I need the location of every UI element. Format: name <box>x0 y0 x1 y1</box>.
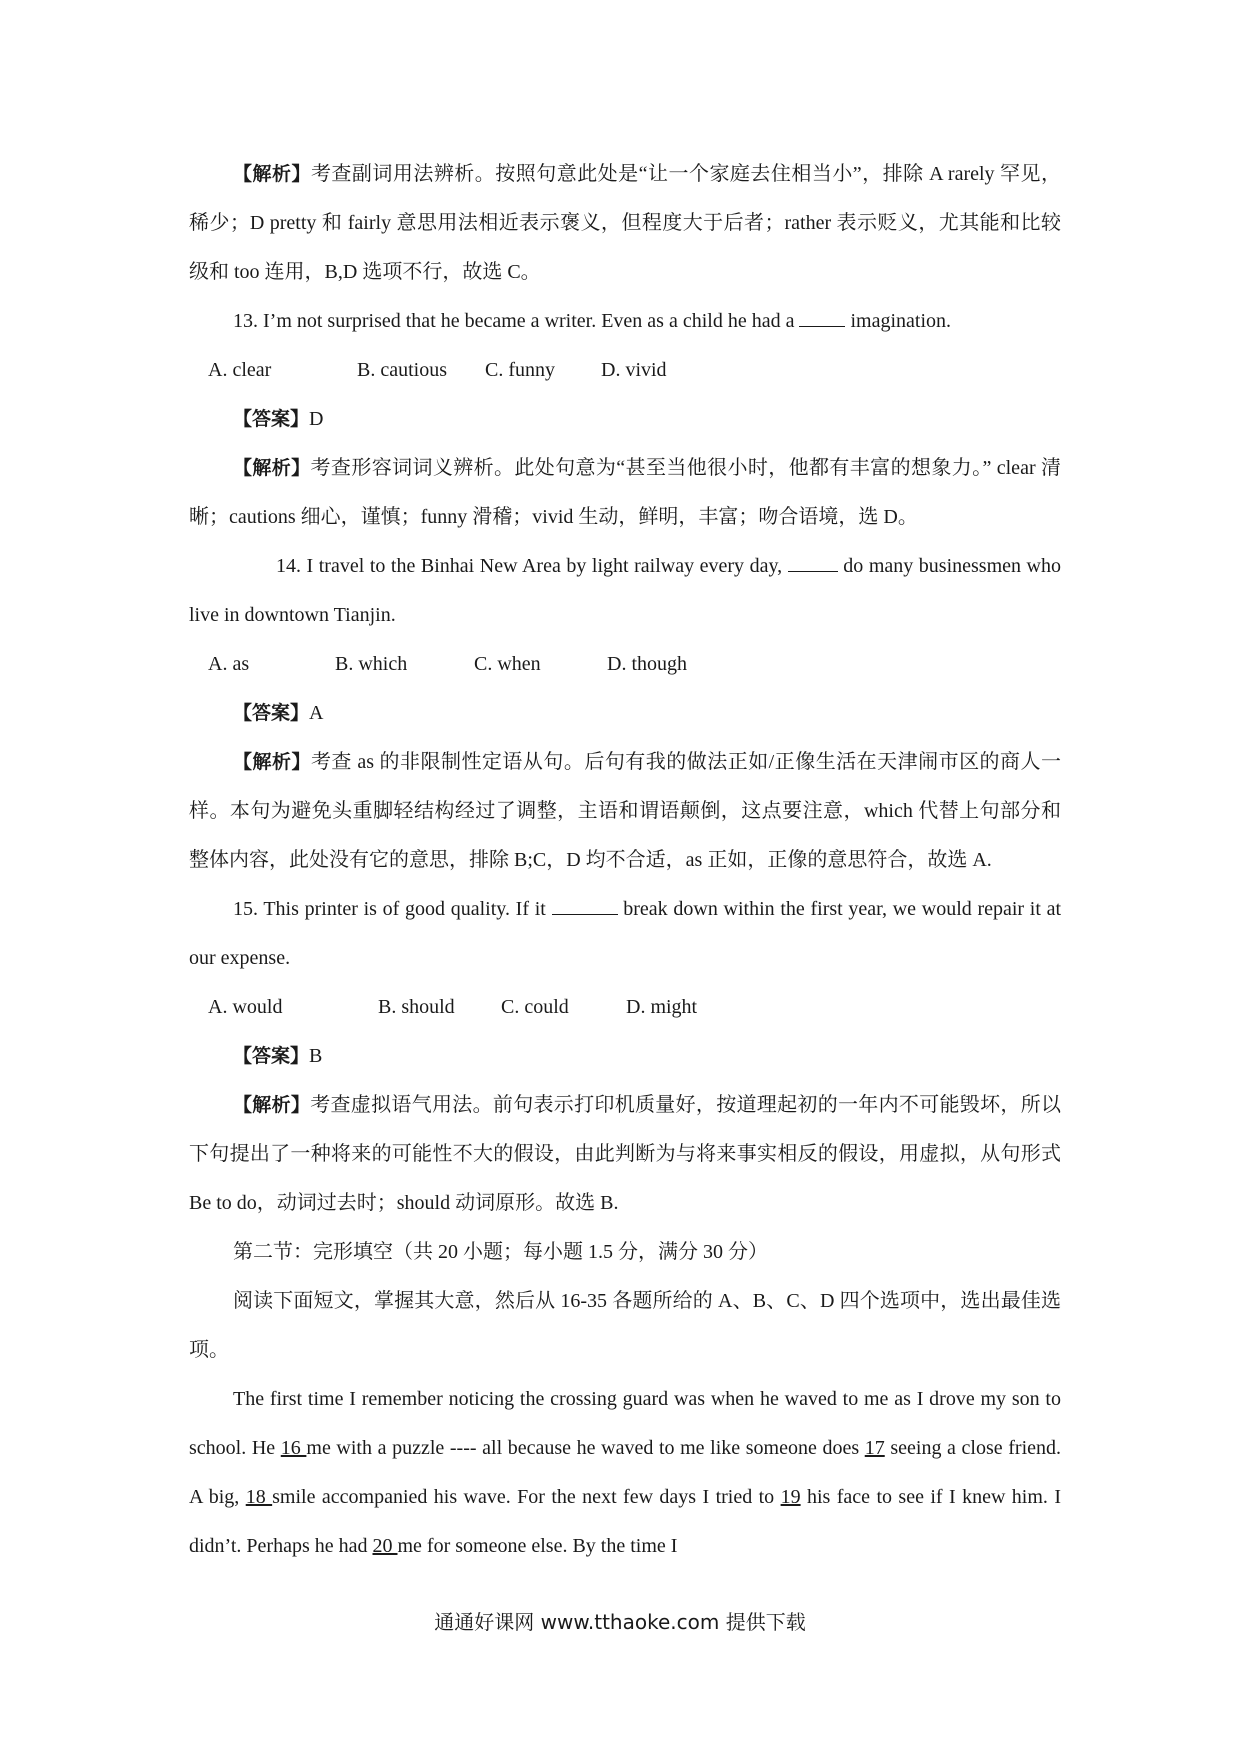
option-d: D. though <box>607 653 687 675</box>
blank-number-18: 18 <box>245 1486 273 1508</box>
option-a: A. clear <box>208 359 272 381</box>
section-instruction: 阅读下面短文，掌握其大意，然后从 16-35 各题所给的 A、B、C、D 四个选项中，选出最佳选项。 <box>189 1290 1061 1361</box>
blank-number-20: 20 <box>372 1535 398 1557</box>
page-footer: 通通好课网 www.tthaoke.com 提供下载 <box>434 1610 806 1634</box>
answer-label: 【答案】 <box>233 408 310 430</box>
option-b: B. should <box>378 996 455 1018</box>
option-c: C. could <box>501 996 569 1018</box>
q15-stem <box>189 885 1061 983</box>
section-heading: 第二节：完形填空（共 20 小题；每小题 1.5 分，满分 30 分） <box>233 1241 768 1263</box>
q13-analysis <box>189 444 1061 542</box>
option-d: D. vivid <box>601 359 667 381</box>
passage-text: his face to see if I knew him. I didn’t. Perhaps he had <box>189 1486 1061 1557</box>
answer-label: 【答案】 <box>233 1045 310 1067</box>
answer-blank <box>788 555 838 572</box>
passage-text: me for someone else. By the time I <box>397 1535 678 1557</box>
answer-label: 【答案】 <box>233 702 310 724</box>
question-text: break down within the first year, we would repair it at our expense. <box>189 898 1062 969</box>
passage-text: me with a puzzle ---- all because he waved to me like someone does <box>306 1437 865 1459</box>
blank-number-17: 17 <box>864 1437 885 1459</box>
blank-number-19: 19 <box>780 1486 801 1508</box>
q15-answer <box>189 1032 1061 1081</box>
q14-options <box>189 640 1061 689</box>
passage-text: smile accompanied his wave. For the next few days I tried to <box>272 1486 781 1508</box>
q14-stem <box>189 542 1061 640</box>
answer-value: B <box>309 1045 323 1067</box>
question-text: 15. This printer is of good quality. If it <box>233 898 546 920</box>
analysis-text: 考查形容词词义辨析。此处句意为“甚至当他很小时，他都有丰富的想象力。” clear 清晰；cautions 细心，谨慎；funny 滑稽；vivid 生动，鲜明，丰富；吻合语境，选 D。 <box>189 457 1061 528</box>
analysis-text: 考查副词用法辨析。按照句意此处是“让一个家庭去住相当小”，排除 A rarely 罕见，稀少；D pretty 和 fairly 意思用法相近表示褒义，但程度大于后者；rather 表示贬义，尤其能和比较级和 too 连用，B,D 选项不行，故选 C。 <box>189 163 1061 283</box>
answer-blank <box>799 310 845 327</box>
analysis-label: 【解析】 <box>233 457 311 479</box>
question-text: 13. I’m not surprised that he became a writer. Even as a child he had a <box>233 310 795 332</box>
q15-analysis <box>189 1081 1061 1228</box>
passage-text: The first time I remember noticing the crossing guard was when he waved to me as I drove my son to school. He <box>189 1388 1061 1459</box>
analysis-label: 【解析】 <box>233 751 311 773</box>
q15-options <box>189 983 1061 1032</box>
option-d: D. might <box>626 996 698 1018</box>
cloze-passage <box>189 1375 1061 1571</box>
option-a: A. as <box>208 653 250 675</box>
q13-options <box>189 346 1061 395</box>
answer-blank <box>552 898 618 915</box>
q14-analysis <box>189 738 1061 885</box>
option-a: A. would <box>208 996 283 1018</box>
option-b: B. cautious <box>357 359 447 381</box>
q13-answer <box>189 395 1061 444</box>
passage-text: seeing a close friend. A big, <box>189 1437 1061 1508</box>
analysis-text: 考查虚拟语气用法。前句表示打印机质量好，按道理起初的一年内不可能毁坏，所以下句提出了一种将来的可能性不大的假设，由此判断为与将来事实相反的假设，用虚拟，从句形式 Be to do，动词过去时；should 动词原形。故选 B. <box>189 1094 1061 1214</box>
q12-analysis <box>189 150 1061 297</box>
answer-value: D <box>309 408 324 430</box>
analysis-text: 考查 as 的非限制性定语从句。后句有我的做法正如/正像生活在天津闹市区的商人一样。本句为避免头重脚轻结构经过了调整，主语和谓语颠倒，这点要注意，which 代替上句部分和整体内容，此处没有它的意思，排除 B;C，D 均不合适，as 正如，正像的意思符合，故选 A. <box>189 751 1061 871</box>
option-c: C. funny <box>485 359 555 381</box>
answer-value: A <box>309 702 324 724</box>
document-page <box>189 150 1061 1571</box>
q13-stem <box>189 297 1061 346</box>
option-b: B. which <box>335 653 408 675</box>
analysis-label: 【解析】 <box>233 163 311 185</box>
question-text: 14. I travel to the Binhai New Area by light railway every day, <box>276 555 783 577</box>
question-text: imagination. <box>850 310 952 332</box>
question-text: do many businessmen who live in downtown Tianjin. <box>189 555 1062 626</box>
option-c: C. when <box>474 653 541 675</box>
analysis-label: 【解析】 <box>233 1094 311 1116</box>
q14-answer <box>189 689 1061 738</box>
blank-number-16: 16 <box>280 1437 307 1459</box>
